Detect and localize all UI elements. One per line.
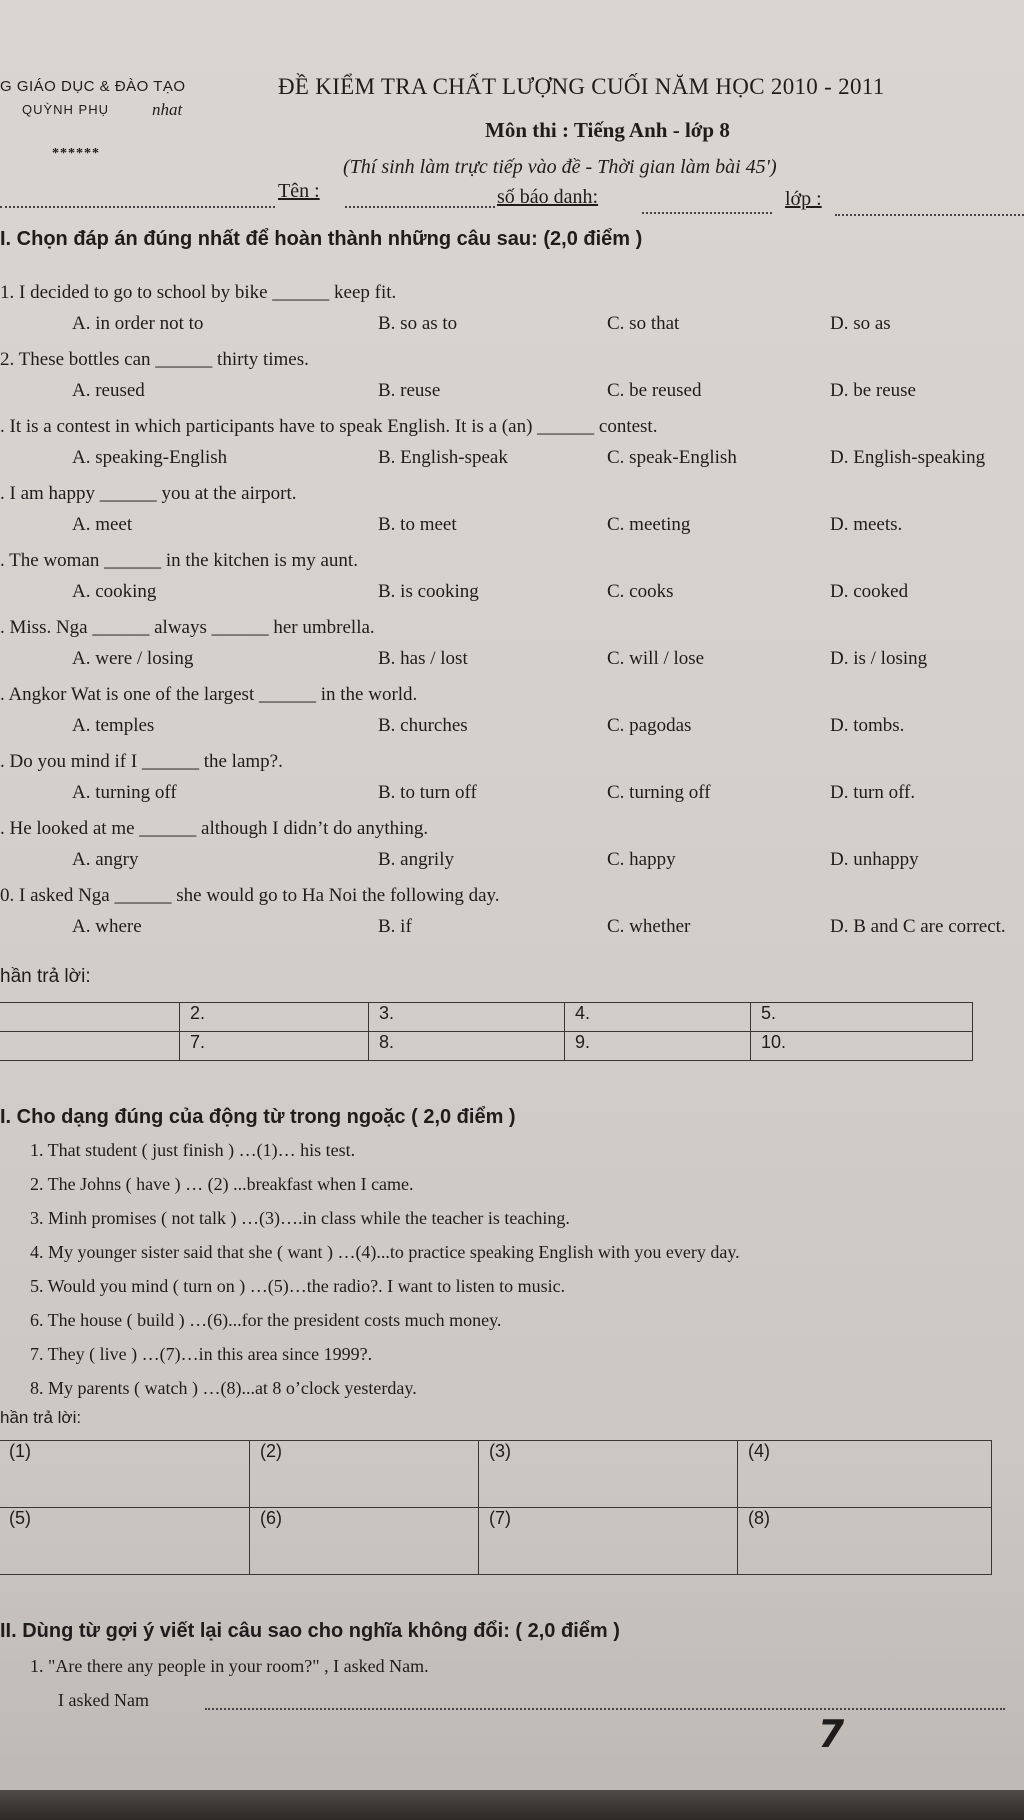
header-dotted-line bbox=[0, 206, 275, 208]
answer-cell[interactable] bbox=[0, 1032, 180, 1061]
answer-option-a[interactable]: A. in order not to bbox=[72, 313, 204, 334]
answer-option-d[interactable]: D. English-speaking bbox=[830, 447, 986, 468]
answer-option-d[interactable]: D. so as bbox=[830, 313, 891, 334]
answer-option-c[interactable]: C. so that bbox=[607, 313, 680, 334]
verb-exercise-item: 2. The Johns ( have ) … (2) ...breakfast when I came. bbox=[30, 1174, 414, 1194]
table-row bbox=[0, 1003, 973, 1032]
answer-cell[interactable]: (6) bbox=[250, 1508, 479, 1575]
answer-cell[interactable]: 5. bbox=[751, 1003, 973, 1032]
verb-exercise-item: 7. They ( live ) …(7)…in this area since 1999?. bbox=[30, 1344, 373, 1364]
verb-exercise-item: 4. My younger sister said that she ( want ) …(4)...to practice speaking English with you every day. bbox=[30, 1242, 740, 1262]
answer-cell[interactable]: (7) bbox=[479, 1508, 738, 1575]
answer-option-c[interactable]: C. be reused bbox=[607, 380, 702, 401]
name-field bbox=[345, 206, 495, 208]
photo-bottom-edge bbox=[0, 1790, 1024, 1820]
answer-option-b[interactable]: B. reuse bbox=[378, 380, 441, 401]
department-name: G GIÁO DỤC & ĐÀO TẠO bbox=[0, 78, 186, 95]
section1-title: I. Chọn đáp án đúng nhất để hoàn thành những câu sau: (2,0 điểm ) bbox=[0, 228, 643, 250]
answer-option-b[interactable]: B. to turn off bbox=[378, 782, 477, 803]
section1-answer-table bbox=[0, 1002, 973, 1061]
answer-option-a[interactable]: A. angry bbox=[72, 849, 139, 870]
verb-exercise-item: 5. Would you mind ( turn on ) …(5)…the radio?. I want to listen to music. bbox=[30, 1276, 566, 1296]
answer-option-c[interactable]: C. cooks bbox=[607, 581, 674, 602]
answer-option-b[interactable]: B. so as to bbox=[378, 313, 458, 334]
answer-option-c[interactable]: C. whether bbox=[607, 916, 691, 937]
answer-option-d[interactable]: D. be reuse bbox=[830, 380, 916, 401]
answer-cell[interactable]: 9. bbox=[565, 1032, 751, 1061]
stars-divider: ****** bbox=[52, 146, 100, 161]
table-row bbox=[0, 1441, 992, 1508]
exam-title: ĐỀ KIỂM TRA CHẤT LƯỢNG CUỐI NĂM HỌC 2010 - 2011 bbox=[278, 74, 885, 99]
table-row bbox=[0, 1508, 992, 1575]
answer-option-d[interactable]: D. turn off. bbox=[830, 782, 916, 803]
question-text: . Angkor Wat is one of the largest ______ in the world. bbox=[0, 684, 418, 705]
answer-option-b[interactable]: B. is cooking bbox=[378, 581, 479, 602]
answer-option-c[interactable]: C. will / lose bbox=[607, 648, 705, 669]
question-text: . Miss. Nga ______ always ______ her umbrella. bbox=[0, 617, 375, 638]
answer-cell[interactable]: 10. bbox=[751, 1032, 973, 1061]
answer-option-a[interactable]: A. speaking-English bbox=[72, 447, 228, 468]
handwritten-mark: 7 bbox=[814, 1712, 849, 1756]
answer-cell[interactable]: (4) bbox=[738, 1441, 992, 1508]
rewrite-answer-line[interactable] bbox=[205, 1708, 1005, 1710]
answer-cell[interactable]: (5) bbox=[0, 1508, 250, 1575]
answer-cell[interactable]: 8. bbox=[369, 1032, 565, 1061]
verb-exercise-item: 1. That student ( just finish ) …(1)… his test. bbox=[30, 1140, 356, 1160]
question-text: . The woman ______ in the kitchen is my aunt. bbox=[0, 550, 358, 571]
answer-option-b[interactable]: B. English-speak bbox=[378, 447, 508, 468]
answer-option-d[interactable]: D. is / losing bbox=[830, 648, 928, 669]
answer-option-a[interactable]: A. meet bbox=[72, 514, 133, 535]
answer-cell[interactable]: 7. bbox=[180, 1032, 369, 1061]
exam-subject: Môn thi : Tiếng Anh - lớp 8 bbox=[485, 118, 730, 142]
answer-option-a[interactable]: A. temples bbox=[72, 715, 155, 736]
answer-option-d[interactable]: D. cooked bbox=[830, 581, 909, 602]
question-text: . Do you mind if I ______ the lamp?. bbox=[0, 751, 283, 772]
question-text: . He looked at me ______ although I didn’t do anything. bbox=[0, 818, 429, 839]
table-row bbox=[0, 1032, 973, 1061]
answer-option-b[interactable]: B. if bbox=[378, 916, 412, 937]
answer-option-a[interactable]: A. where bbox=[72, 916, 142, 937]
handwritten-school: nhat bbox=[152, 100, 183, 119]
rewrite-item-1: 1. "Are there any people in your room?" , I asked Nam. bbox=[30, 1656, 429, 1676]
answer-cell[interactable]: 4. bbox=[565, 1003, 751, 1032]
answer-cell[interactable]: 2. bbox=[180, 1003, 369, 1032]
question-text: 2. These bottles can ______ thirty times. bbox=[0, 349, 309, 370]
answer-option-c[interactable]: C. speak-English bbox=[607, 447, 737, 468]
question-text: . It is a contest in which participants have to speak English. It is a (an) ______ contest. bbox=[0, 416, 658, 437]
verb-exercise-item: 6. The house ( build ) …(6)...for the president costs much money. bbox=[30, 1310, 502, 1330]
exam-instructions: (Thí sinh làm trực tiếp vào đề - Thời gian làm bài 45') bbox=[343, 156, 777, 178]
question-text: 1. I decided to go to school by bike ______ keep fit. bbox=[0, 282, 397, 303]
class-label: lớp : bbox=[785, 188, 822, 210]
answer-option-b[interactable]: B. angrily bbox=[378, 849, 454, 870]
sbd-label: số báo danh: bbox=[497, 186, 599, 208]
answer-option-d[interactable]: D. unhappy bbox=[830, 849, 919, 870]
answer-option-c[interactable]: C. meeting bbox=[607, 514, 691, 535]
answer-option-d[interactable]: D. tombs. bbox=[830, 715, 905, 736]
answer-cell[interactable]: (2) bbox=[250, 1441, 479, 1508]
answer-option-b[interactable]: B. to meet bbox=[378, 514, 457, 535]
verb-exercise-item: 8. My parents ( watch ) …(8)...at 8 o’clock yesterday. bbox=[30, 1378, 417, 1398]
section2-title: I. Cho dạng đúng của động từ trong ngoặc ( 2,0 điểm ) bbox=[0, 1106, 516, 1128]
question-text: . I am happy ______ you at the airport. bbox=[0, 483, 297, 504]
section2-answer-table bbox=[0, 1440, 992, 1575]
answer-option-c[interactable]: C. turning off bbox=[607, 782, 711, 803]
answer-cell[interactable]: (8) bbox=[738, 1508, 992, 1575]
answer-option-a[interactable]: A. turning off bbox=[72, 782, 177, 803]
section3-title: II. Dùng từ gợi ý viết lại câu sao cho nghĩa không đổi: ( 2,0 điểm ) bbox=[0, 1620, 620, 1642]
class-field bbox=[835, 214, 1024, 216]
rewrite-prompt-1: I asked Nam bbox=[58, 1690, 149, 1710]
question-text: 0. I asked Nga ______ she would go to Ha Noi the following day. bbox=[0, 885, 500, 906]
sbd-field bbox=[642, 212, 772, 214]
name-label: Tên : bbox=[278, 180, 320, 202]
answer-cell[interactable] bbox=[0, 1003, 180, 1032]
answer-option-c[interactable]: C. pagodas bbox=[607, 715, 692, 736]
answer-cell[interactable]: (3) bbox=[479, 1441, 738, 1508]
answer-option-b[interactable]: B. has / lost bbox=[378, 648, 468, 669]
section1-answer-label: hần trả lời: bbox=[0, 966, 91, 987]
answer-cell[interactable]: 3. bbox=[369, 1003, 565, 1032]
answer-option-a[interactable]: A. were / losing bbox=[72, 648, 194, 669]
answer-option-d[interactable]: D. B and C are correct. bbox=[830, 916, 1006, 937]
section2-answer-label: hần trả lời: bbox=[0, 1408, 82, 1427]
answer-cell[interactable]: (1) bbox=[0, 1441, 250, 1508]
answer-option-d[interactable]: D. meets. bbox=[830, 514, 903, 535]
answer-option-a[interactable]: A. cooking bbox=[72, 581, 157, 602]
verb-exercise-item: 3. Minh promises ( not talk ) …(3)….in class while the teacher is teaching. bbox=[30, 1208, 570, 1228]
answer-option-c[interactable]: C. happy bbox=[607, 849, 676, 870]
answer-option-a[interactable]: A. reused bbox=[72, 380, 145, 401]
answer-option-b[interactable]: B. churches bbox=[378, 715, 468, 736]
department-district: QUỲNH PHỤ bbox=[22, 102, 110, 117]
